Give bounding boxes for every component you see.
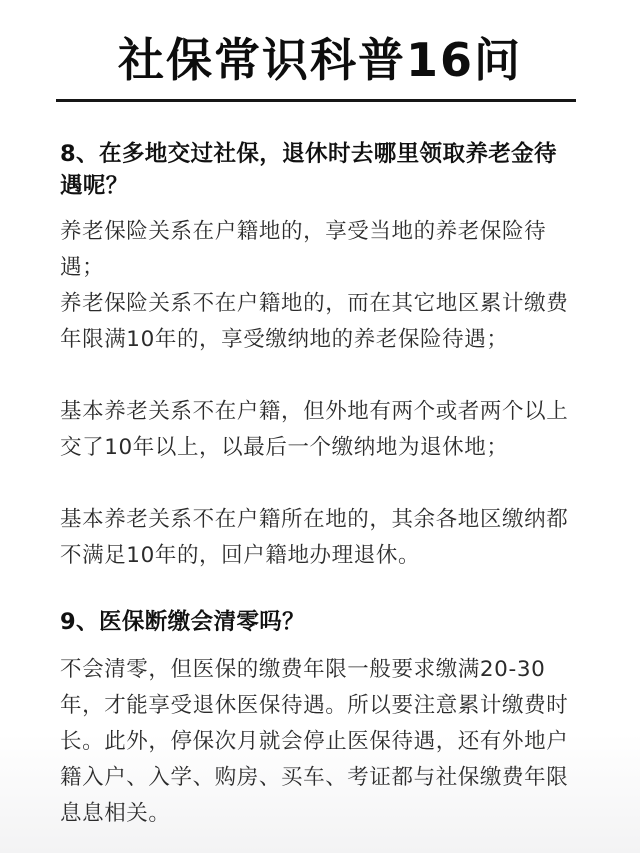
answer-8-paragraph-3: 基本养老关系不在户籍，但外地有两个或者两个以上交了10年以上，以最后一个缴纳地为退休地；: [60, 399, 569, 460]
page-title: 社保常识科普16问: [117, 33, 522, 87]
answer-8-paragraph-2: 养老保险关系不在户籍地的，而在其它地区累计缴费年限满10年的，享受缴纳地的养老保险待遇；: [60, 291, 569, 352]
title-divider: [56, 99, 576, 102]
answer-8-paragraph-4: 基本养老关系不在户籍所在地的，其余各地区缴纳都不满足10年的，回户籍地办理退休。: [60, 507, 569, 568]
question-9-heading: 9、医保断缴会清零吗？: [60, 609, 306, 635]
answer-8-paragraph-1: 养老保险关系在户籍地的，享受当地的养老保险待遇；: [60, 219, 547, 280]
answer-9-paragraph-1: 不会清零，但医保的缴费年限一般要求缴满20-30年，才能享受退休医保待遇。所以要注意累计缴费时长。此外，停保次月就会停止医保待遇，还有外地户籍入户、入学、购房、买车、考证都与社保缴费年限息息相关。: [60, 657, 569, 826]
question-8-heading: 8、在多地交过社保，退休时去哪里领取养老金待遇呢？: [60, 141, 557, 199]
